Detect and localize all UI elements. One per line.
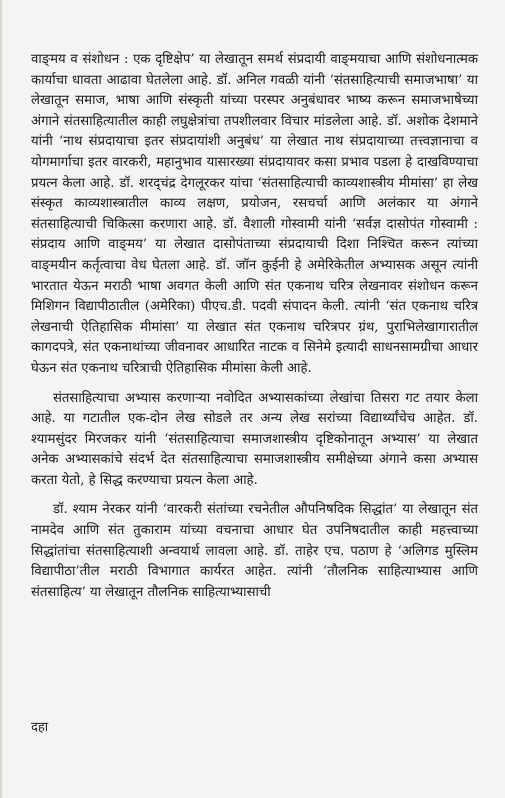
body-text [31,50,478,603]
paragraph-3: डॉ. श्याम नेरकर यांनी ‘वारकरी संतांच्या रचनेतील औपनिषदिक सिद्धांत’ या लेखातून संत नामदेव आणि संत तुकाराम यांच्या वचनाचा आधार घेत उपनिषदातील काही महत्त्वाच्या सिद्धांतांचा संतसाहित्याशी अन्वयार्थ लावला आहे. डॉ. ताहेर एच. पठाण हे ‘अलिगड मुस्लिम विद्यापीठा’तील मराठी विभागात कार्यरत आहेत. त्यांनी ‘तौलनिक साहित्याभ्यास आणि संतसाहित्य’ या लेखातून तौलनिक साहित्याभ्यासाची [31,502,478,600]
page-left-edge [0,0,2,798]
paragraph-2: संतसाहित्याचा अभ्यास करणाऱ्या नवोदित अभ्यासकांच्या लेखांचा तिसरा गट तयार केला आहे. या गटातील एक-दोन लेख सोडले तर अन्य लेख सरांच्या विद्यार्थ्यांचेच आहेत. डॉ. श्यामसुंदर मिरजकर यांनी ‘संतसाहित्याचा समाजशास्त्रीय दृष्टिकोनातून अभ्यास’ या लेखात अनेक अभ्यासकांचे संदर्भ देत संतसाहित्याचा समाजशास्त्रीय समीक्षेच्या अंगाने कसा अभ्यास करता येतो, हे सिद्ध करण्याचा प्रयत्न केला आहे. [31,390,478,488]
paragraph-1: वाङ्‍मय व संशोधन : एक दृष्टिक्षेप’ या लेखातून समर्थ संप्रदायी वाङ्‍मयाचा आणि संशोधनात्मक कार्याचा धावता आढावा घेतलेला आहे. डॉ. अनिल गवळी यांनी ‘संतसाहित्याची समाजभाषा’ या लेखातून समाज, भाषा आणि संस्कृती यांच्या परस्पर अनुबंधावर भाष्य करून समाजभाषेच्या अंगाने संतसाहित्यातील काही लघुक्षेत्रांचा तपशीलवार विचार मांडलेला आहे. डॉ. अशोक देशमाने यांनी ‘नाथ संप्रदायाचा इतर संप्रदायांशी अनुबंध’ या लेखात नाथ संप्रदायाच्या तत्त्वज्ञानाचा व योगमार्गाचा इतर वारकरी, महानुभाव यासारख्या संप्रदायावर कसा प्रभाव पडला हे दाखविण्याचा प्रयत्न केला आहे. डॉ. शरद्‍चंद्र देगलूरकर यांचा ‘संतसाहित्याची काव्यशास्त्रीय मीमांसा’ हा लेख संस्कृत काव्यशास्त्रातील काव्य लक्षण, प्रयोजन, रसचर्चा आणि अलंकार या अंगाने संतसाहित्याची चिकित्सा करणारा आहे. डॉ. वैशाली गोस्वामी यांनी ‘सर्वज्ञ दासोपंत गोस्वामी : संप्रदाय आणि वाङ्‍मय’ या लेखात दासोपंताच्या संप्रदायाची दिशा निश्चित करून त्यांच्या वाङ्‍मयीन कर्तृत्वाचा वेध घेतला आहे. डॉ. जॉन कुईनी हे अमेरिकेतील अभ्यासक असून त्यांनी भारतात येऊन मराठी भाषा अवगत केली आणि संत एकनाथ चरित्र लेखनावर संशोधन करून मिशिगन विद्यापीठातील (अमेरिका) पीएच.डी. पदवी संपादन केली. त्यांनी ‘संत एकनाथ चरित्र लेखनाची ऐतिहासिक मीमांसा’ या लेखात संत एकनाथ चरित्रपर ग्रंथ, पुराभिलेखागारातील कागदपत्रे, संत एकनाथांच्या जीवनावर आधारित नाटक व सिनेमे इत्यादी साधनसामग्रीचा आधार घेऊन संत एकनाथ चरित्राची ऐतिहासिक मीमांसा केली आहे. [31,52,478,376]
page-number: दहा [31,720,49,735]
